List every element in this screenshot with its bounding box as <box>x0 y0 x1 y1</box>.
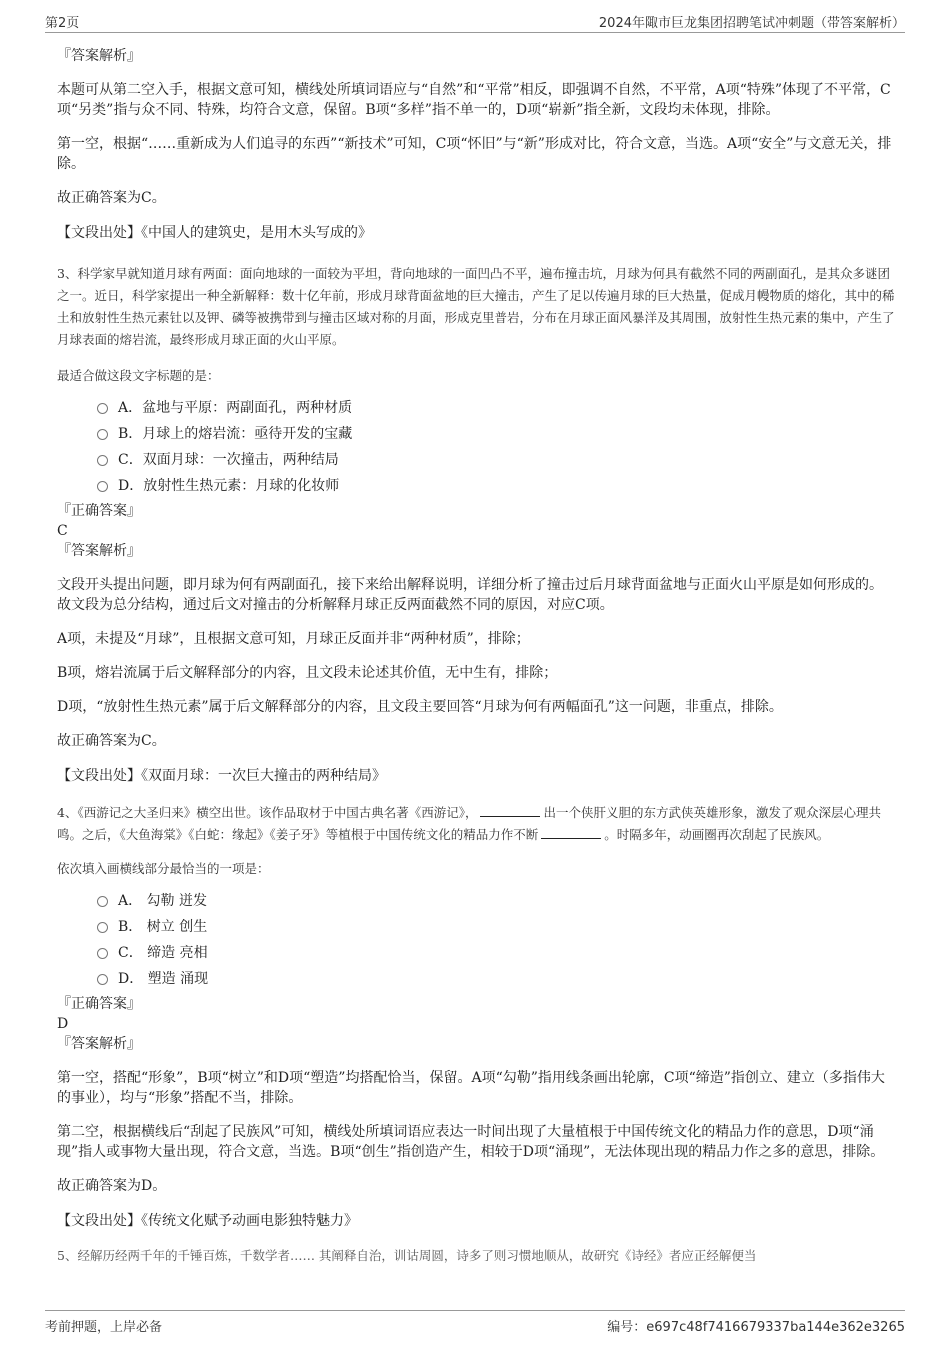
q4-correct-answer: D <box>57 1016 69 1032</box>
radio-icon[interactable] <box>97 429 108 440</box>
q4-stem: 4、《西游记之大圣归来》横空出世。该作品取材于中国古典名著《西游记》， 出一个侠肝义胆的东方武侠英雄形象，激发了观众深层心理共鸣。之后，《大鱼海棠》《白蛇：缘起》《姜子牙》等植根于中国传统文化的精品力作不断 。时隔多年，动画圈再次刮起了民族风。 <box>57 805 881 842</box>
q4-answer: 故正确答案为D。 <box>57 1178 167 1194</box>
q3-correct-answer: C <box>57 523 68 539</box>
radio-icon[interactable] <box>97 455 108 466</box>
q4-question: 依次填入画横线部分最恰当的一项是： <box>57 861 270 876</box>
q3-option-b[interactable]: B．月球上的熔岩流：亟待开发的宝藏 <box>57 421 895 447</box>
q3-option-d[interactable]: D．放射性生热元素：月球的化妆师 <box>57 473 895 499</box>
q4-analysis-label: 『答案解析』 <box>57 1036 141 1052</box>
q4-source: 【文段出处】《传统文化赋予动画电影独特魅力》 <box>57 1213 358 1229</box>
q4-analysis-p2: 第二空，根据横线后“刮起了民族风”可知，横线处所填词语应表达一时间出现了大量植根于中国传统文化的精品力作的意思，D项“涌现”指人或事物大量出现，符合文意，当选。B项“创生”指创造产生，相较于D项“涌现”，无法体现出现的精品力作之多的意思，排除。 <box>57 1124 885 1160</box>
page-footer <box>45 1310 905 1337</box>
q3-analysis-p3: B项，熔岩流属于后文解释部分的内容，且文段未论述其价值，无中生有，排除； <box>57 665 558 681</box>
q2-source: 【文段出处】《中国人的建筑史，是用木头写成的》 <box>57 225 372 241</box>
q4-correct-label: 『正确答案』 <box>57 996 141 1012</box>
q3-source: 【文段出处】《双面月球：一次巨大撞击的两种结局》 <box>57 768 386 784</box>
radio-icon[interactable] <box>97 974 108 985</box>
q3-analysis-p2: A项，未提及“月球”，且根据文意可知，月球正反面并非“两种材质”，排除； <box>57 631 530 647</box>
page-number: 第2页 <box>45 16 80 31</box>
q3-option-a[interactable]: A．盆地与平原：两副面孔，两种材质 <box>57 395 895 421</box>
q3-option-c[interactable]: C．双面月球：一次撞击，两种结局 <box>57 447 895 473</box>
document-title: 2024年陬市巨龙集团招聘笔试冲刺题（带答案解析） <box>598 16 905 31</box>
q3-options <box>57 395 895 499</box>
q2-analysis-p2: 第一空，根据“……重新成为人们追寻的东西”“新技术”可知，C项“怀旧”与“新”形成对比，符合文意，当选。A项“安全”与文意无关，排除。 <box>57 136 892 172</box>
q4-analysis-p1: 第一空，搭配“形象”，B项“树立”和D项“塑造”均搭配恰当，保留。A项“勾勒”指用线条画出轮廓，C项“缔造”指创立、建立（多指伟大的事业），均与“形象”搭配不当，排除。 <box>57 1070 885 1106</box>
q4-option-b[interactable]: B． 树立 创生 <box>57 914 895 940</box>
q4-option-c[interactable]: C． 缔造 亮相 <box>57 940 895 966</box>
radio-icon[interactable] <box>97 896 108 907</box>
fill-blank-1 <box>480 804 540 817</box>
page-header <box>45 10 905 33</box>
radio-icon[interactable] <box>97 481 108 492</box>
radio-icon[interactable] <box>97 922 108 933</box>
q2-analysis-p1: 本题可从第二空入手，根据文意可知，横线处所填词语应与“自然”和“平常”相反，即强调不自然，不平常，A项“特殊”体现了不平常，C项“另类”指与众不同、特殊，均符合文意，保留。B项“多样”指不单一的，D项“崭新”指全新，文段均未体现，排除。 <box>57 82 891 118</box>
q4-option-a[interactable]: A． 勾勒 迸发 <box>57 888 895 914</box>
q3-answer: 故正确答案为C。 <box>57 733 166 749</box>
q3-correct-label: 『正确答案』 <box>57 503 141 519</box>
q3-analysis-p1: 文段开头提出问题，即月球为何有两副面孔，接下来给出解释说明，详细分析了撞击过后月球背面盆地与正面火山平原是如何形成的。故文段为总分结构，通过后文对撞击的分析解释月球正反两面截然不同的原因，对应C项。 <box>57 577 883 613</box>
q3-analysis-p4: D项，“放射性生热元素”属于后文解释部分的内容，且文段主要回答“月球为何有两幅面孔”这一问题，非重点，排除。 <box>57 699 783 715</box>
main-content <box>57 46 895 1263</box>
q5-stem-cutoff: 5、经解历经两千年的千锤百炼，千数学者…… 其阐释自治，训诂周圆，诗多了则习惯地顺从，故研究《诗经》者应正经解便当 <box>57 1248 757 1263</box>
q4-option-d[interactable]: D． 塑造 涌现 <box>57 966 895 992</box>
q3-question: 最适合做这段文字标题的是： <box>57 368 220 383</box>
q3-analysis-label: 『答案解析』 <box>57 543 141 559</box>
radio-icon[interactable] <box>97 948 108 959</box>
document-id: 编号：e697c48f7416679337ba144e362e3265 <box>607 1320 905 1335</box>
q4-options <box>57 888 895 992</box>
fill-blank-2 <box>541 826 601 839</box>
q2-answer: 故正确答案为C。 <box>57 190 166 206</box>
footer-slogan: 考前押题，上岸必备 <box>45 1320 163 1335</box>
radio-icon[interactable] <box>97 403 108 414</box>
q3-stem: 3、科学家早就知道月球有两面：面向地球的一面较为平坦，背向地球的一面凹凸不平，遍布撞击坑，月球为何具有截然不同的两副面孔，是其众多谜团之一。近日，科学家提出一种全新解释：数十亿年前，形成月球背面盆地的巨大撞击，产生了足以传遍月球的巨大热量，促成月幔物质的熔化，其中的稀土和放射性生热元素钍以及钾、磷等被携带到与撞击区域对称的月面，形成克里普岩，分布在月球正面风暴洋及其周围，放射性生热元素的集中，产生了月球表面的熔岩流，最终形成月球正面的火山平原。 <box>57 266 895 347</box>
q2-analysis-label: 『答案解析』 <box>57 48 141 64</box>
